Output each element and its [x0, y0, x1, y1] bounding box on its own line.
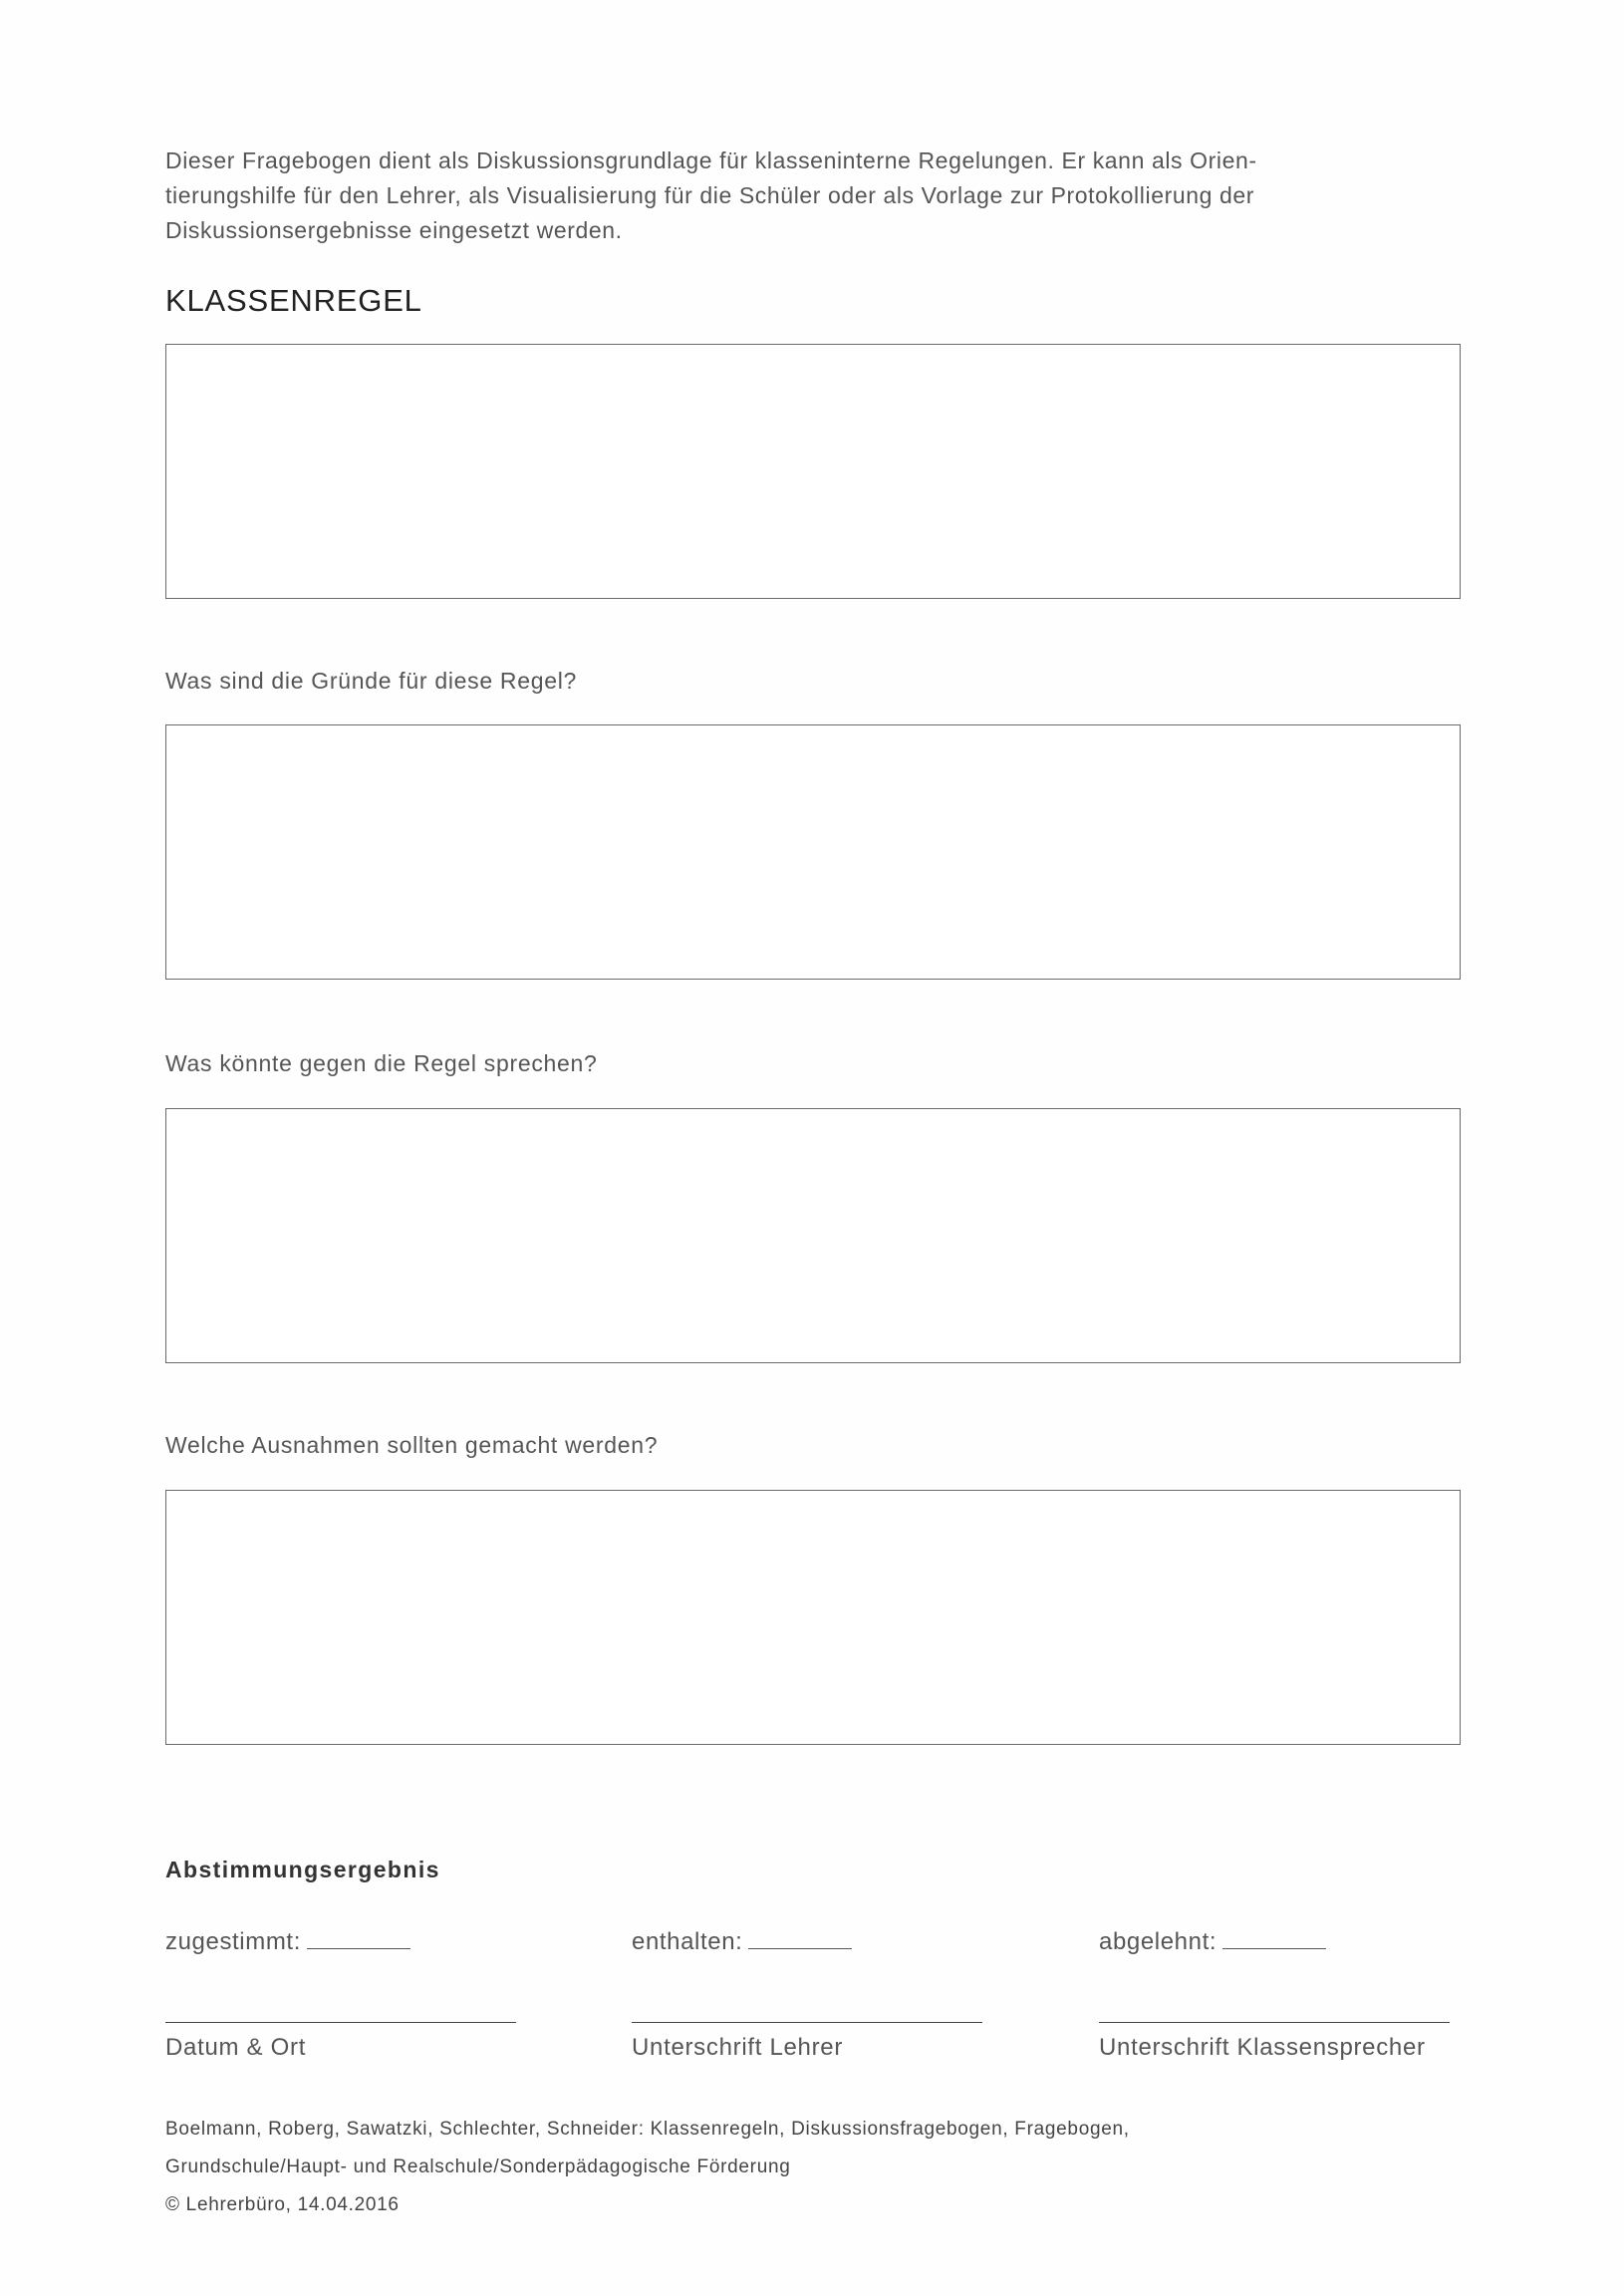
exceptions-answer-box[interactable] — [165, 1490, 1461, 1745]
question-exceptions: Welche Ausnahmen sollten gemacht werden? — [165, 1432, 659, 1458]
vote-abstained — [632, 1928, 852, 1956]
class-rep-signature-label: Unterschrift Klassensprecher — [1099, 2034, 1426, 2061]
intro-line: Diskussionsergebnisse eingesetzt werden. — [165, 217, 623, 243]
rule-answer-box[interactable] — [165, 344, 1461, 599]
vote-rejected-label: abgelehnt: — [1099, 1928, 1218, 1955]
footer-line: Boelmann, Roberg, Sawatzki, Schlechter, Schneider: Klassenregeln, Diskussionsfragebogen, Fragebogen, — [165, 2119, 1130, 2140]
vote-agreed — [165, 1928, 410, 1956]
date-place-line[interactable] — [165, 2022, 516, 2023]
question-reasons: Was sind die Gründe für diese Regel? — [165, 668, 577, 694]
footer-citation — [165, 2111, 1130, 2224]
vote-agreed-label: zugestimmt: — [165, 1928, 301, 1955]
question-against: Was könnte gegen die Regel sprechen? — [165, 1050, 598, 1076]
intro-line: Dieser Fragebogen dient als Diskussionsgrundlage für klasseninterne Regelungen. Er kann als Orien- — [165, 147, 1257, 173]
footer-line: Grundschule/Haupt- und Realschule/Sonderpädagogische Förderung — [165, 2156, 791, 2177]
intro-paragraph — [165, 144, 1461, 248]
reasons-answer-box[interactable] — [165, 724, 1461, 980]
vote-agreed-blank[interactable] — [307, 1947, 410, 1949]
footer-copyright: © Lehrerbüro, 14.04.2016 — [165, 2194, 400, 2215]
vote-rejected — [1099, 1928, 1326, 1956]
page-title: KLASSENREGEL — [165, 283, 422, 318]
teacher-signature-label: Unterschrift Lehrer — [632, 2034, 844, 2061]
vote-abstained-label: enthalten: — [632, 1928, 743, 1955]
vote-rejected-blank[interactable] — [1222, 1947, 1326, 1949]
class-rep-signature-line[interactable] — [1099, 2022, 1450, 2023]
vote-abstained-blank[interactable] — [748, 1947, 852, 1949]
vote-heading: Abstimmungsergebnis — [165, 1857, 440, 1882]
intro-line: tierungshilfe für den Lehrer, als Visualisierung für die Schüler oder als Vorlage zur Protokollierung der — [165, 182, 1255, 208]
teacher-signature-line[interactable] — [632, 2022, 982, 2023]
date-place-label: Datum & Ort — [165, 2034, 307, 2061]
against-answer-box[interactable] — [165, 1108, 1461, 1363]
